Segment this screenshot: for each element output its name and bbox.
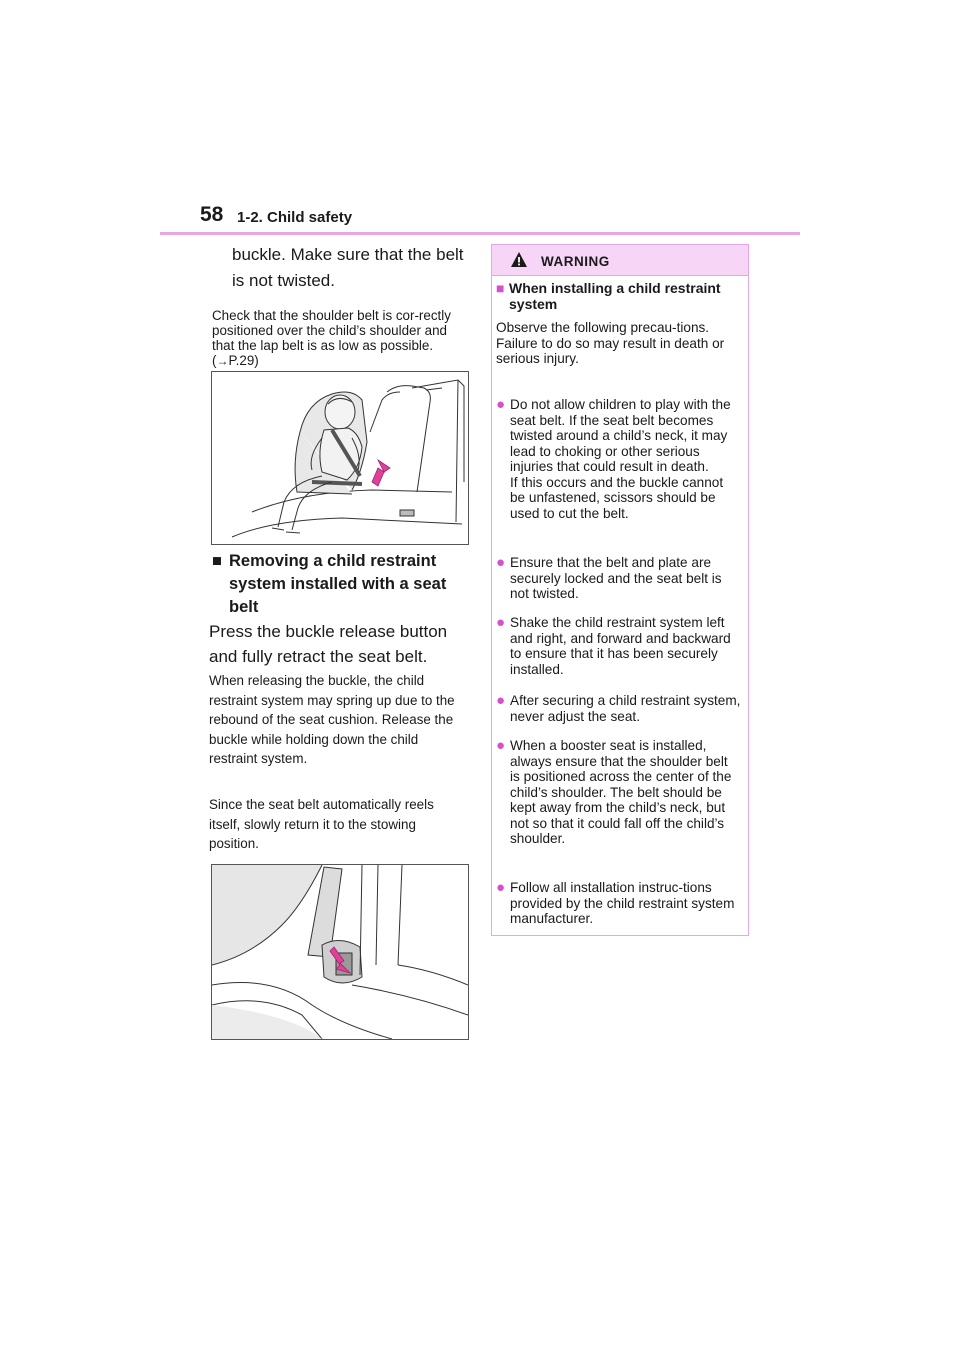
- bullet-text: After securing a child restraint system, never adjust the seat.: [510, 693, 741, 724]
- bullet-dot-icon: ●: [496, 396, 506, 413]
- arrow-indicator-icon: [372, 460, 390, 486]
- warning-bullet: [496, 738, 741, 847]
- shoulder-belt-note: [212, 308, 467, 369]
- bullet-dot-icon: ●: [496, 737, 506, 754]
- page-number: 58: [200, 203, 224, 226]
- warning-bullet: [496, 615, 741, 677]
- warning-header: [492, 245, 748, 276]
- reference-arrow-icon: →: [216, 354, 229, 368]
- step-continuation: buckle. Make sure that the belt is not twisted.: [232, 245, 464, 290]
- illustration-buckle-release: [211, 864, 469, 1040]
- bullet-dot-icon: ●: [496, 614, 506, 631]
- warning-bullet: [496, 555, 741, 602]
- release-note: When releasing the buckle, the child restraint system may spring up due to the rebound of the seat cushion. Release the buckle while holding down the child restraint system.: [209, 673, 455, 766]
- header-divider: [160, 232, 800, 235]
- warning-bullet: [496, 397, 741, 521]
- warning-title: WARNING: [541, 254, 610, 269]
- warning-bullet: [496, 693, 741, 724]
- subheading-text: Removing a child restraint system installed with a seat belt: [229, 552, 447, 616]
- bullet-text: Ensure that the belt and plate are securely locked and the seat belt is not twisted.: [510, 555, 722, 601]
- bullet-dot-icon: ●: [496, 692, 506, 709]
- warning-subheading-text: When installing a child restraint system: [509, 280, 721, 312]
- square-bullet-icon: ■: [212, 552, 222, 570]
- bullet-dot-icon: ●: [496, 554, 506, 571]
- bullet-text: Shake the child restraint system left and right, and forward and backward to ensure that it has been securely installed.: [510, 615, 731, 677]
- bullet-text: Do not allow children to play with the seat belt. If the seat belt becomes twisted around a child’s neck, it may lead to choking or other serious injuries that could result in death. If this occurs and the buckle cannot be unfastened, scissors should be used to cut the belt.: [510, 397, 731, 521]
- warning-triangle-icon: [510, 251, 528, 268]
- bullet-text: Follow all installation instruc-tions provided by the child restraint system manufacturer.: [510, 880, 735, 926]
- warning-subheading: [496, 281, 741, 312]
- bullet-text: When a booster seat is installed, always ensure that the shoulder belt is positioned across the center of the child’s shoulder. The belt should be kept away from the child’s neck, but not so that it could fall off the child’s shoulder.: [510, 738, 732, 846]
- warning-bullet: [496, 880, 741, 927]
- page-reference[interactable]: P.29): [228, 353, 259, 368]
- bullet-dot-icon: ●: [496, 879, 506, 896]
- note-text: Check that the shoulder belt is cor-rectly positioned over the child’s shoulder and that the lap belt is as low as possible. (: [212, 308, 451, 368]
- square-bullet-icon: ■: [496, 280, 505, 296]
- section-subheading: [212, 550, 472, 619]
- retract-note: Since the seat belt automatically reels itself, slowly return it to the stowing position.: [209, 797, 434, 851]
- instruction-text: Press the buckle release button and fully retract the seat belt.: [209, 622, 448, 666]
- warning-intro: Observe the following precau-tions. Failure to do so may result in death or serious injury.: [496, 320, 725, 366]
- illustration-booster-seat-belt: [211, 371, 469, 545]
- section-title: 1-2. Child safety: [237, 209, 353, 226]
